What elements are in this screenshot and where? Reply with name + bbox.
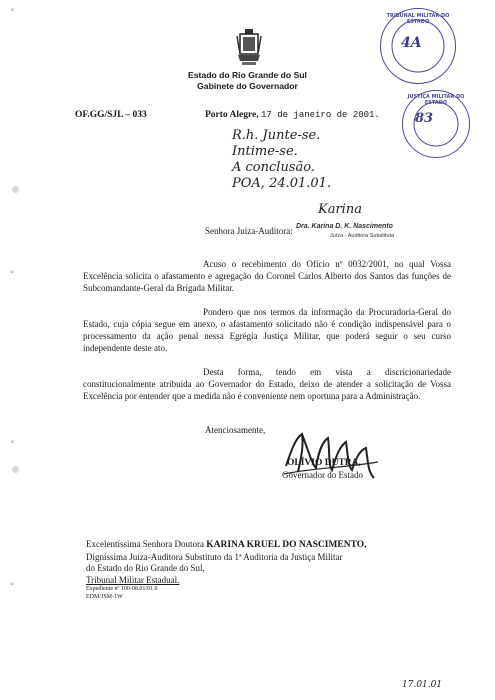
justice-stamp — [402, 90, 470, 158]
place: Porto Alegre, — [205, 110, 259, 120]
file-code: EDM/JSM-1W — [86, 593, 123, 600]
addressee-line: do Estado do Rio Grande do Sul, — [86, 563, 205, 573]
handwritten-line: POA, 24.01.01. — [232, 176, 332, 191]
binder-hole — [12, 186, 19, 193]
margin-mark: ° — [10, 8, 15, 18]
signer-title: Governador do Estado — [282, 470, 363, 480]
addressee-name: KARINA KRUEL DO NASCIMENTO, — [206, 540, 367, 550]
paragraph: Pondero que nos termos da informação da Procuradoria-Geral do Estado, cuja cópia segue em anexo, o afastamento solicitado não é condição indispensável para o processamento da ação penal nessa Egrégia Justiça Militar, que poderá seguir o seu curso independente deste ato. — [83, 307, 451, 353]
handwritten-order — [232, 128, 331, 192]
margin-mark: ° — [10, 440, 15, 450]
tribunal-stamp — [380, 8, 456, 84]
stamp-number: 83 — [415, 111, 434, 126]
expediente-ref: Expediente nº 100-08.01/01.0 — [86, 586, 158, 592]
margin-mark: ° — [10, 270, 15, 280]
handwritten-line: R.h. Junte-se. — [232, 128, 321, 143]
office-reference — [75, 110, 147, 120]
coat-of-arms-icon — [236, 28, 262, 66]
salutation: Senhora Juíza-Auditora: — [205, 226, 293, 236]
header-state: Estado do Rio Grande do Sul — [188, 70, 307, 80]
stamp-signature-role: Juíza - Auditora Substituta — [330, 233, 395, 239]
file-refs — [86, 586, 158, 601]
stamp-signature-name: Dra. Karina D. K. Nascimento — [296, 223, 393, 230]
handwritten-line: A conclusão. — [232, 160, 315, 175]
judge-signature: Karina — [318, 202, 362, 217]
addressee-line — [86, 539, 367, 552]
addressee-line: Digníssima Juíza-Auditora Substituto da 1ª Auditoria da Justiça Militar — [86, 551, 343, 562]
corner-note: 17.01.01 — [402, 680, 443, 690]
office-number: OF.GG/SJL – 033 — [75, 110, 147, 120]
paragraph: Acuso o recebimento do Ofício nº 0032/2001, no qual Vossa Excelência solicita o afastamento e agregação do Coronel Carlos Alberto dos Santos das funções de Subcomandante-Geral da Brigada Militar. — [83, 259, 451, 293]
addressee-line: Tribunal Militar Estadual. — [86, 574, 180, 585]
stamp-number: 4A — [401, 35, 422, 51]
stamp-text: TRIBUNAL MILITAR DO ESTADO — [386, 13, 450, 25]
addressee-block — [86, 539, 367, 586]
stamp-text: JUSTIÇA MILITAR DO ESTADO — [407, 94, 465, 106]
handwritten-line: Intime-se. — [232, 144, 298, 159]
closing: Atenciosamente, — [205, 425, 266, 435]
binder-hole — [12, 466, 19, 473]
place-date — [205, 110, 380, 120]
signer-name: OLÍVIO DUTRA, — [287, 458, 361, 468]
margin-mark: ° — [10, 582, 15, 592]
header-office: Gabinete do Governador — [197, 81, 298, 91]
date: 17 de janeiro de 2001. — [261, 110, 380, 120]
addressee-prefix: Excelentíssima Senhora Doutora — [86, 539, 207, 549]
paragraph: Desta forma, tendo em vista a discricionariedade constitucionalmente atribuída ao Governador do Estado, deixo de atender a solicitação de Vossa Excelência por entender que a medida não é conveniente nem oportuna para a Administração. — [83, 367, 451, 401]
